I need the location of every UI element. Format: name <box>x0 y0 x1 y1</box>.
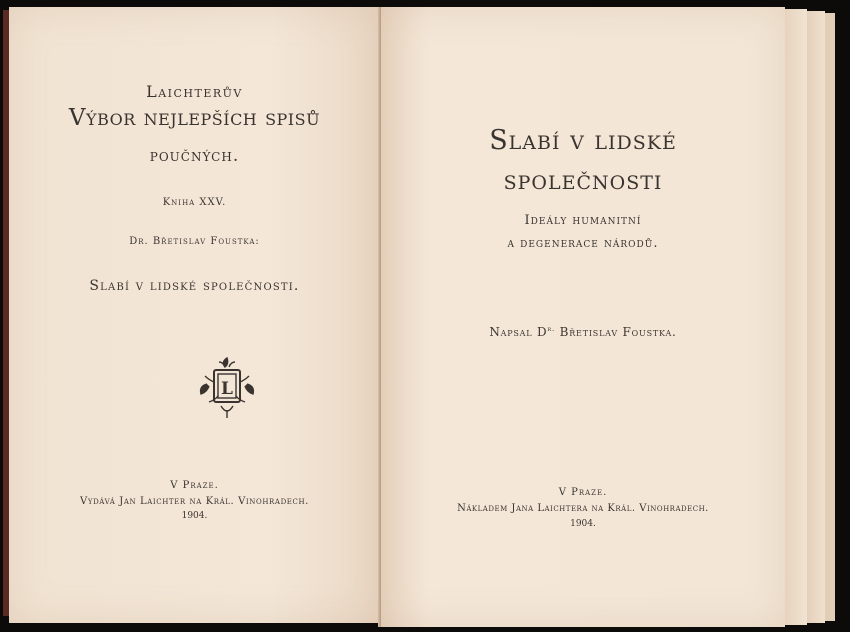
main-title-line-1: Slabí v lidské <box>489 125 677 156</box>
right-page <box>381 7 785 627</box>
author-title-superscript: r. <box>547 325 555 333</box>
page-edge <box>785 9 807 625</box>
subtitle-line-2: a degenerace národů. <box>507 236 659 251</box>
imprint-city: V Praze. <box>558 487 608 498</box>
volume-number: Kniha XXV. <box>162 197 227 208</box>
author-name: Břetislav Foustka. <box>555 325 677 339</box>
page-edge <box>825 13 835 621</box>
imprint-publisher: Nákladem Jana Laichtera na Král. Vinohradech. <box>457 503 709 514</box>
series-title: Výbor nejlepších spisů <box>68 105 321 131</box>
imprint-city: V Praze. <box>170 480 219 491</box>
main-title-line-2: společnosti <box>503 165 663 196</box>
series-subtitle: poučných. <box>149 146 240 166</box>
imprint-year: 1904. <box>181 511 208 521</box>
author-prefix: Napsal D <box>489 325 548 339</box>
publisher-monogram-ornament-icon <box>197 354 257 420</box>
imprint-publisher: Vydává Jan Laichter na Král. Vinohradech. <box>80 496 309 507</box>
left-page <box>9 7 380 623</box>
svg-text:L: L <box>221 379 233 399</box>
imprint-year: 1904. <box>570 519 596 529</box>
author-line: Dr. Břetislav Foustka: <box>129 236 260 247</box>
author-credit <box>381 325 785 339</box>
subtitle-line-1: Ideály humanitní <box>524 213 642 228</box>
book-title-short: Slabí v lidské společnosti. <box>89 278 300 294</box>
series-publisher: Laichterův <box>146 82 243 101</box>
page-edge <box>807 11 825 623</box>
